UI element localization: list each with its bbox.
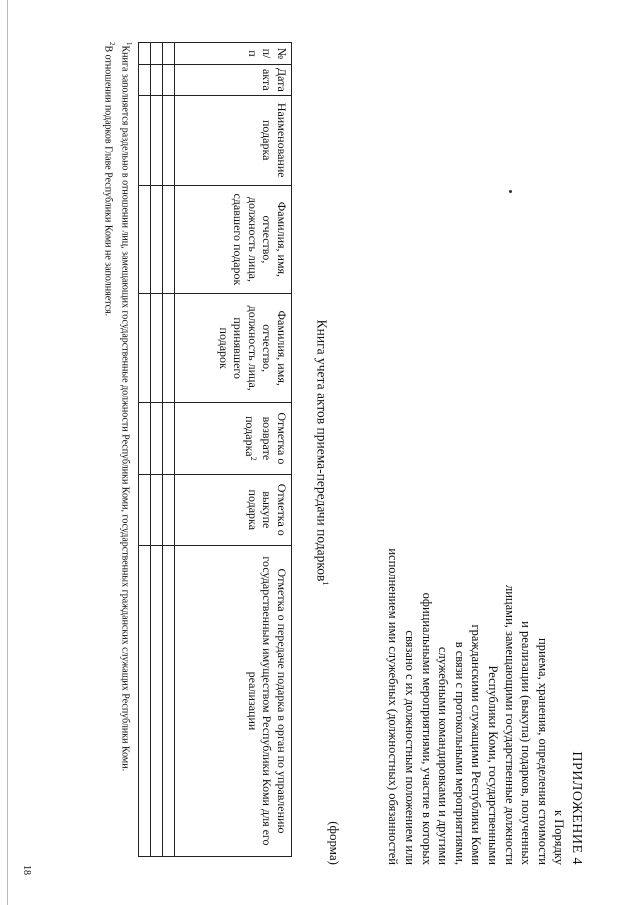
book-title [314,0,331,905]
header-line: и реализации (выкупа) подарков, полученных [519,621,534,865]
book-title-footnote-ref: 1 [321,581,330,586]
column-header-transfer-mark: Отметка о передаче подарка в орган по управлению государственным имуществом Республики Коми для его реализации [175,545,292,856]
form-label: (форма) [327,821,342,865]
header-line: к Порядку [552,810,567,865]
header-line: гражданскими служащими Республики Коми [469,624,484,865]
header-line: служебными командировками и другими [436,646,451,865]
page-number: 18 [21,865,32,875]
footnotes [101,42,135,862]
column-header-return-mark: Отметка о возврате подарка$^2$ [175,403,292,474]
header-line: официальными мероприятиями, участие в которых [419,592,434,865]
appendix-title: ПРИЛОЖЕНИЕ 4 [569,751,584,865]
appendix-header [385,435,584,865]
gift-acts-table [138,42,292,857]
footnote-item: $^2$В отношении подарков Главе Республики Коми не заполняется. [102,42,117,317]
column-header-number: № п/п [175,43,292,65]
column-header-gift-name: Наименование подарка [175,95,292,185]
table-row [151,43,163,857]
book-title-text: Книга учета актов приема-передачи подарков [314,319,330,582]
table-row [163,43,175,857]
column-header-buyout-mark: Отметка о выкупе подарка [175,474,292,545]
header-line: связано с их должностным положением или [403,630,418,865]
table-header-row [175,43,292,857]
scan-edge-line [7,0,8,905]
column-header-receiver: Фамилия, имя, отчество, должность лица, принявшего подарок [175,294,292,403]
header-line: Республики Коми, государственными [486,665,501,865]
column-header-date: Дата акта [175,64,292,95]
scan-speck [509,190,512,193]
header-line: исполнением ими служебных (должностных) обязанностей [386,548,401,865]
return-footnote-ref: 2 [249,456,258,461]
table-row [139,43,151,857]
column-header-giver: Фамилия, имя, отчество, должность лица, сдавшего подарок [175,185,292,294]
header-line: приема, хранения, определения стоимости [535,638,550,865]
header-line: в связи с протокольными мероприятиями, [452,641,467,865]
header-line: лицами, замещающими государственные должности [502,585,517,865]
footnote-item: $^1$Книга заполняется раздельно в отношении лиц, замещающих государственные должности Республики Коми, государственных гражданских служащих Республики Коми. [119,42,133,772]
